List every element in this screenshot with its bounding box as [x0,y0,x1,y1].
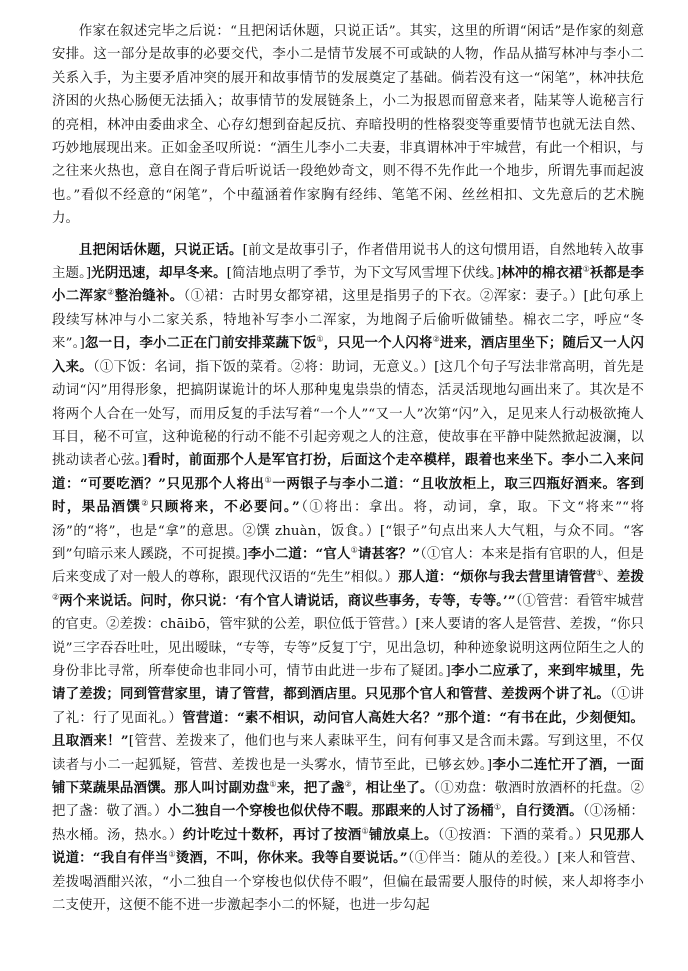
original-text: 袄都是李小二浑家 [52,265,644,305]
commentary: （①官人：本来是指有官职的人，但是后来变成了对一般人的尊称，跟现代汉语的“先生”相似。） [52,546,645,586]
original-text: 小二独自一个穿梭也似伏侍不暇。那跟来的人讨了汤桶 [167,803,494,820]
footnote-marker: ② [52,592,60,602]
original-text: 光阴迅速，却早冬来。 [91,265,227,282]
original-text: 铺放桌上。 [368,826,438,843]
original-text: 约计吃过十数杯，再讨了按酒 [182,826,362,843]
paragraph-annotated-text [52,239,644,918]
footnote-marker: ② [141,498,150,508]
commentary: （①将出：拿出。将，动词，拿，取。下文“将来”“将汤”的“将”，也是“拿”的意思。②馔 zhuàn，饭食。）[“银子”句点出来人大气粗，与众不同。“客到”句暗示来人蹊跷，不可捉摸。] [52,500,644,562]
footnote-marker: ② [344,779,352,789]
original-text: ，相让坐了。 [351,780,434,796]
original-text: 两个来说话。问时，你只说：‘有个官人请说话，商议些事务，专等，专等。’” [59,592,516,609]
original-text: 李小二道：“官人 [247,545,351,562]
original-text: 只顾将来，不必要问。” [149,499,300,516]
commentary: [简洁地点明了季节，为下文写风雪埋下伏线。] [226,266,502,282]
document-page [52,20,644,919]
commentary: （①讲了礼：行了见面礼。） [52,687,644,726]
original-text: 忽一日，李小二正在门前安排菜蔬下饭 [84,335,317,352]
footnote-marker: ① [493,802,502,812]
original-text: 请甚客？” [357,545,421,562]
original-text: 来，把了盏 [276,780,345,796]
commentary: （①伴当：随从的差役。）[来人和管营、差拨喝酒酣兴浓，“小二独自一个穿梭也似伏侍不暇”，但偏在最需要人服侍的时候，来人却将李小二支使开，这便不能不进一步激起李小二的怀疑，也进一步勾起 [52,851,644,914]
footnote-marker: ① [168,849,176,859]
original-text: 李小二连忙开了酒，一面铺下菜蔬果品酒馔。那人叫讨副劝盘 [52,756,644,796]
commentary: [前文是故事引子，作者借用说书人的这句惯用语，自然地转入故事主题。] [52,242,644,282]
original-text: 一两银子与李小二道：“且收放柜上，取三四瓶好酒来。客到时，果品酒馔 [52,475,644,516]
original-text: 整治缝补。 [114,288,184,305]
footnote-marker: ① [361,826,369,836]
footnote-marker: ① [350,545,358,555]
original-text: 管营道：“素不相识，动问官人高姓大名？”那个道：“有书在此，少刻便知。且取酒来！” [52,709,644,750]
original-text: ，自行烫酒。 [501,803,583,820]
original-text: 那人道：“烦你与我去营里请管营 [398,569,597,586]
original-text: 进来，酒店里坐下；随后又一人闪入来。 [52,335,644,375]
commentary: [管营、差拨来了，他们也与来人素昧平生，问有何事又是含而未露。写到这里，不仅读者与小二一起狐疑，管营、差拨也是一头雾水，情节至此，已够玄妙。] [52,734,644,773]
footnote-marker: ① [596,568,604,578]
original-text: 烫酒，不叫，你休来。我等自要说话。” [175,850,408,867]
footnote-marker: ① [316,334,324,344]
commentary: （①下饭：名词，指下饭的菜肴。②将：助词，无意义。）[这几个句子写法非常高明，首先是动词“闪”用得形象，把搞阴谋诡计的坏人那种鬼鬼祟祟的情态，活灵活现地勾画出来了。其次是不将两个人合在一处写，而用反复的手法写着“一个人”“又一人”次第“闪”入，足见来人行动极欲掩人耳目，秘不可宣，这种诡秘的行动不能不引起旁观之人的注意，使故事在平静中陡然掀起波澜，以挑动读者心弦。] [52,359,644,469]
footnote-marker: ② [107,288,115,297]
footnote-marker: ② [432,334,440,344]
original-text: 且把闲话休题，只说正话。 [78,241,243,258]
footnote-marker: ① [269,779,277,789]
commentary: （①管营：看管牢城营的官吏。②差拨：chāibō，管牢狱的公差，职位低于管营。）[来人要请的客人是管营、差拨，“你只说”三字吞吞吐吐，见出暧昧，“专等，专等”反复丁宁，见出急切，种种迹象说明这两位陌生之人的身份非比寻常，所奉使命也非同小可，情节由此进一步布了疑团。] [52,593,644,679]
commentary: （①按酒：下酒的菜肴。） [437,827,590,843]
commentary: （①劝盘：敬酒时放酒杯的托盘。②把了盏：敬了酒。） [52,781,645,820]
original-text: 只见那人说道：“我自有伴当 [52,826,644,867]
footnote-marker: ① [264,475,273,485]
original-text: 看时，前面那个人是军官打扮，后面这个走卒模样，跟着也来坐下。李小二入来问道：“可要吃酒？”只见那个人将出 [52,452,644,492]
commentary: （①裙：古时男女都穿裙，这里是指男子的下衣。②浑家：妻子。）[此句承上段续写林冲与小二家关系，特地补写李小二浑家，为地阁子后偷听做铺垫。棉衣二字，呼应“冬来”。] [52,289,645,352]
original-text: ，只见一个人闪将 [323,335,433,352]
footnote-marker: ① [582,264,590,274]
original-text: 林冲的棉衣裙 [501,265,583,282]
commentary: （①汤桶：热水桶。汤，热水。） [52,804,644,843]
paragraph-analysis: 作家在叙述完毕之后说：“且把闲话休题，只说正话”。其实，这里的所谓“闲话”是作家的刻意安排。这一部分是故事的必要交代，李小二是情节发展不可或缺的人物，作品从描写林冲与李小二关系入手，为主要矛盾冲突的展开和故事情节的发展奠定了基础。倘若没有这一“闲笔”，林冲扶危济困的火热心肠便无法插入；故事情节的发展链条上，小二为报恩而留意来者，陆某等人诡秘言行的亮相，林冲由委曲求全、心存幻想到奋起反抗、弃暗投明的性格裂变等重要情节也就无法自然、巧妙地展现出来。正如金圣叹所说：“酒生儿李小二夫妻，非真谓林冲于牢城营，有此一个相识，与之往来火热也，意自在阁子背后听说话一段绝妙奇文，则不得不先作此一个地步，所谓先事而起波也。”看似不经意的“闲笔”，个中蕴涵着作家胸有经纬、笔笔不闲、丝丝相扣、文先意后的艺术腕力。 [52,24,644,227]
original-text: 、差拨 [603,569,644,586]
original-text: 李小二应承了，来到牢城里，先请了差拨；同到管营家里，请了管营，都到酒店里。只见那个官人和管营、差拨两个讲了礼。 [52,662,644,703]
